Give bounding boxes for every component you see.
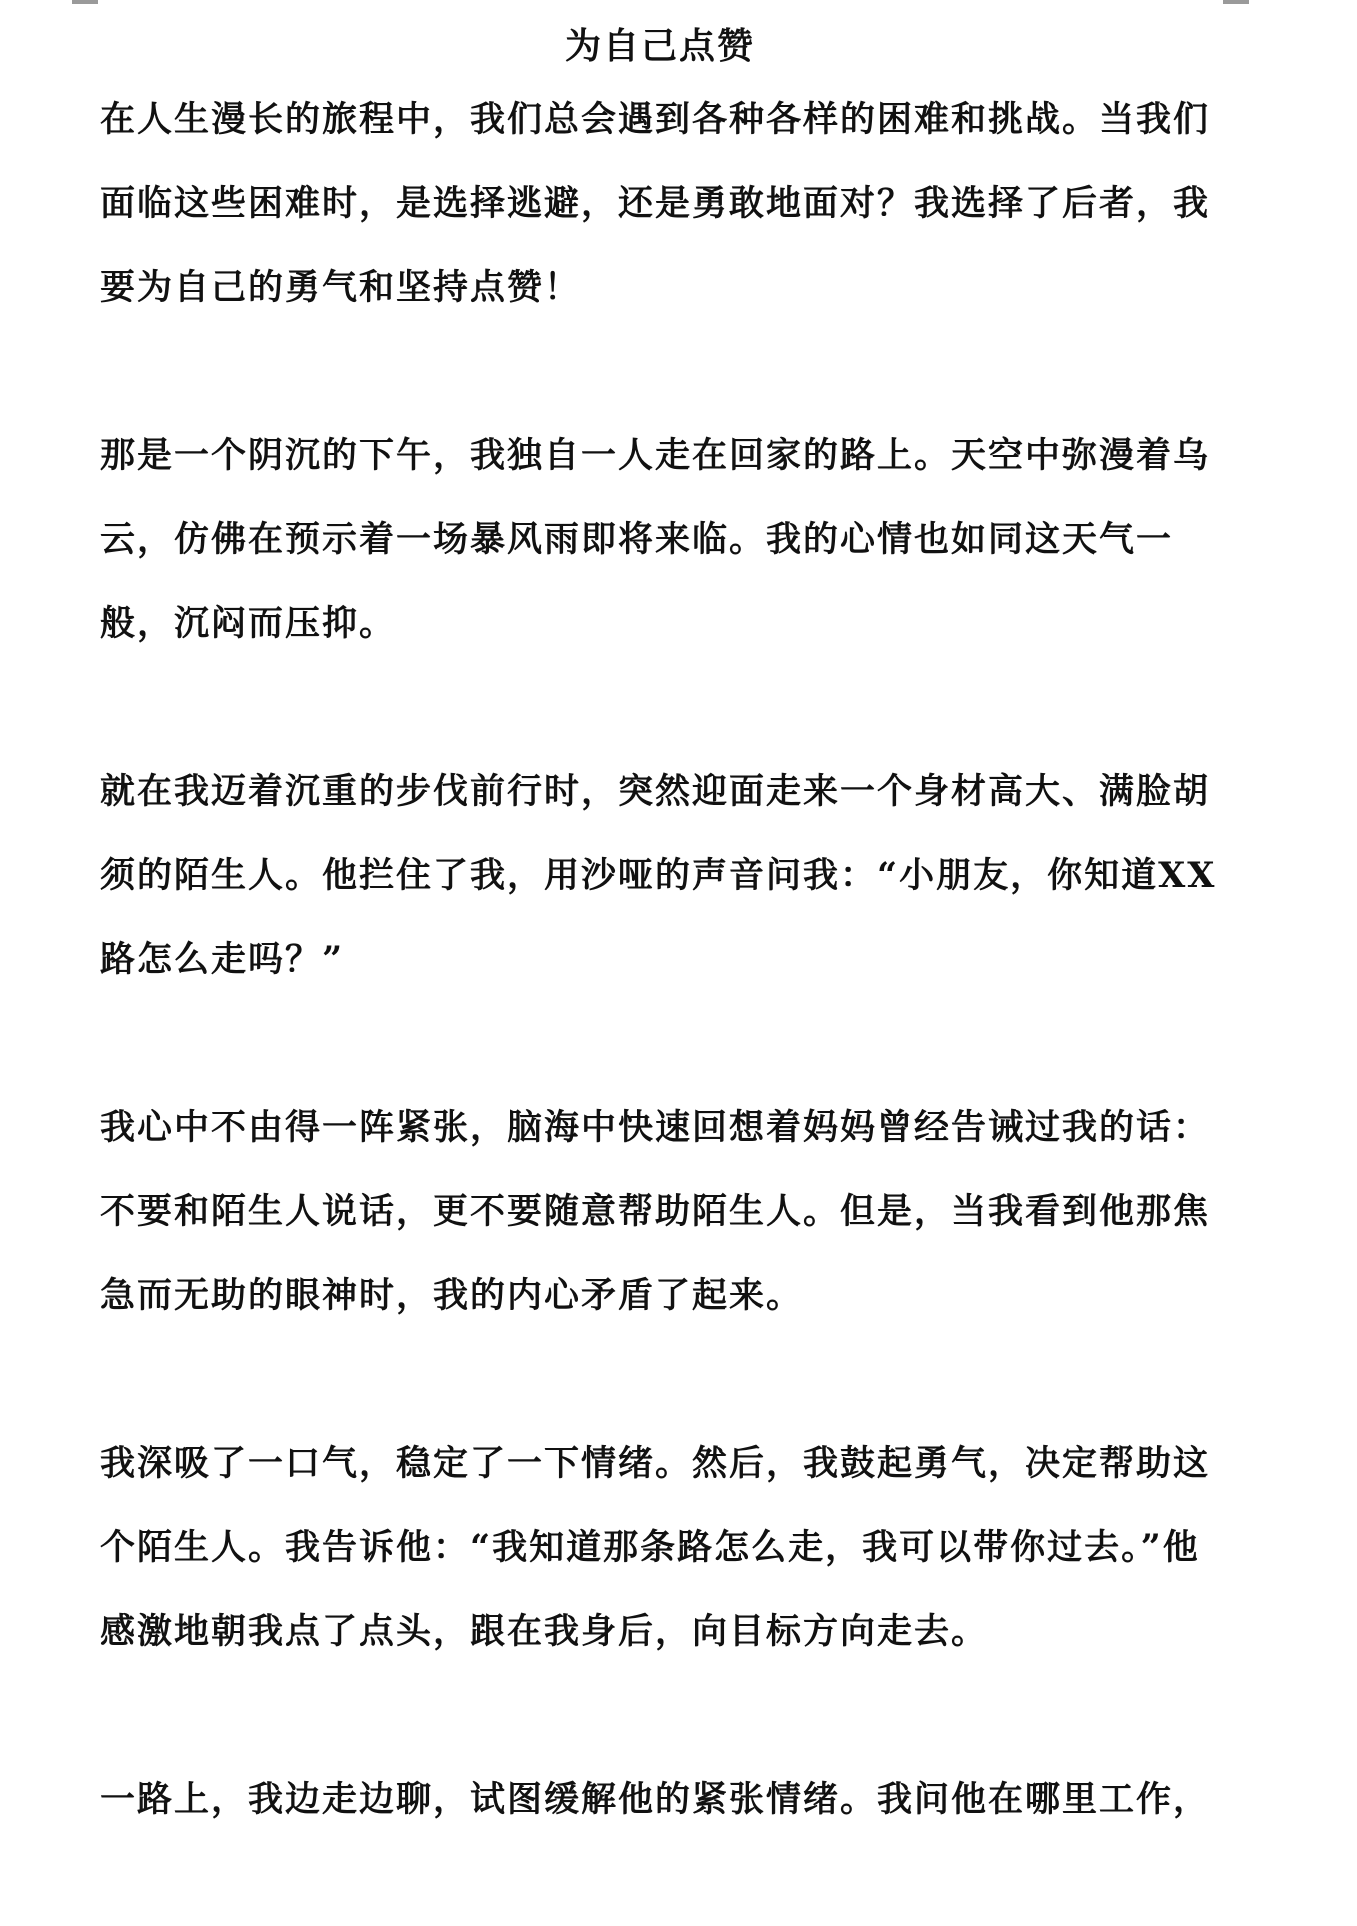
paragraph-2: 那是一个阴沉的下午，我独自一人走在回家的路上。天空中弥漫着乌云，仿佛在预示着一场暴风雨即将来临。我的心情也如同这天气一般，沉闷而压抑。 (100, 435, 1211, 644)
paragraph-4: 我心中不由得一阵紧张，脑海中快速回想着妈妈曾经告诫过我的话：不要和陌生人说话，更不要随意帮助陌生人。但是，当我看到他那焦急而无助的眼神时，我的内心矛盾了起来。 (100, 1107, 1211, 1316)
document-page (100, 18, 1220, 1926)
document-title: 为自己点赞 (564, 25, 755, 67)
paragraph-6: 一路上，我边走边聊，试图缓解他的紧张情绪。我问他在哪里工作， (100, 1779, 1211, 1820)
page-corner-mark-left (72, 0, 98, 4)
paragraph-5: 我深吸了一口气，稳定了一下情绪。然后，我鼓起勇气，决定帮助这个陌生人。我告诉他：“我知道那条路怎么走，我可以带你过去。”他感激地朝我点了点头，跟在我身后，向目标方向走去。 (100, 1443, 1211, 1652)
paragraph-1: 在人生漫长的旅程中，我们总会遇到各种各样的困难和挑战。当我们面临这些困难时，是选择逃避，还是勇敢地面对？我选择了后者，我要为自己的勇气和坚持点赞！ (100, 99, 1211, 308)
page-corner-mark-right (1223, 0, 1249, 4)
paragraph-3: 就在我迈着沉重的步伐前行时，突然迎面走来一个身材高大、满脸胡须的陌生人。他拦住了我，用沙哑的声音问我：“小朋友，你知道XX路怎么走吗？” (100, 771, 1217, 980)
